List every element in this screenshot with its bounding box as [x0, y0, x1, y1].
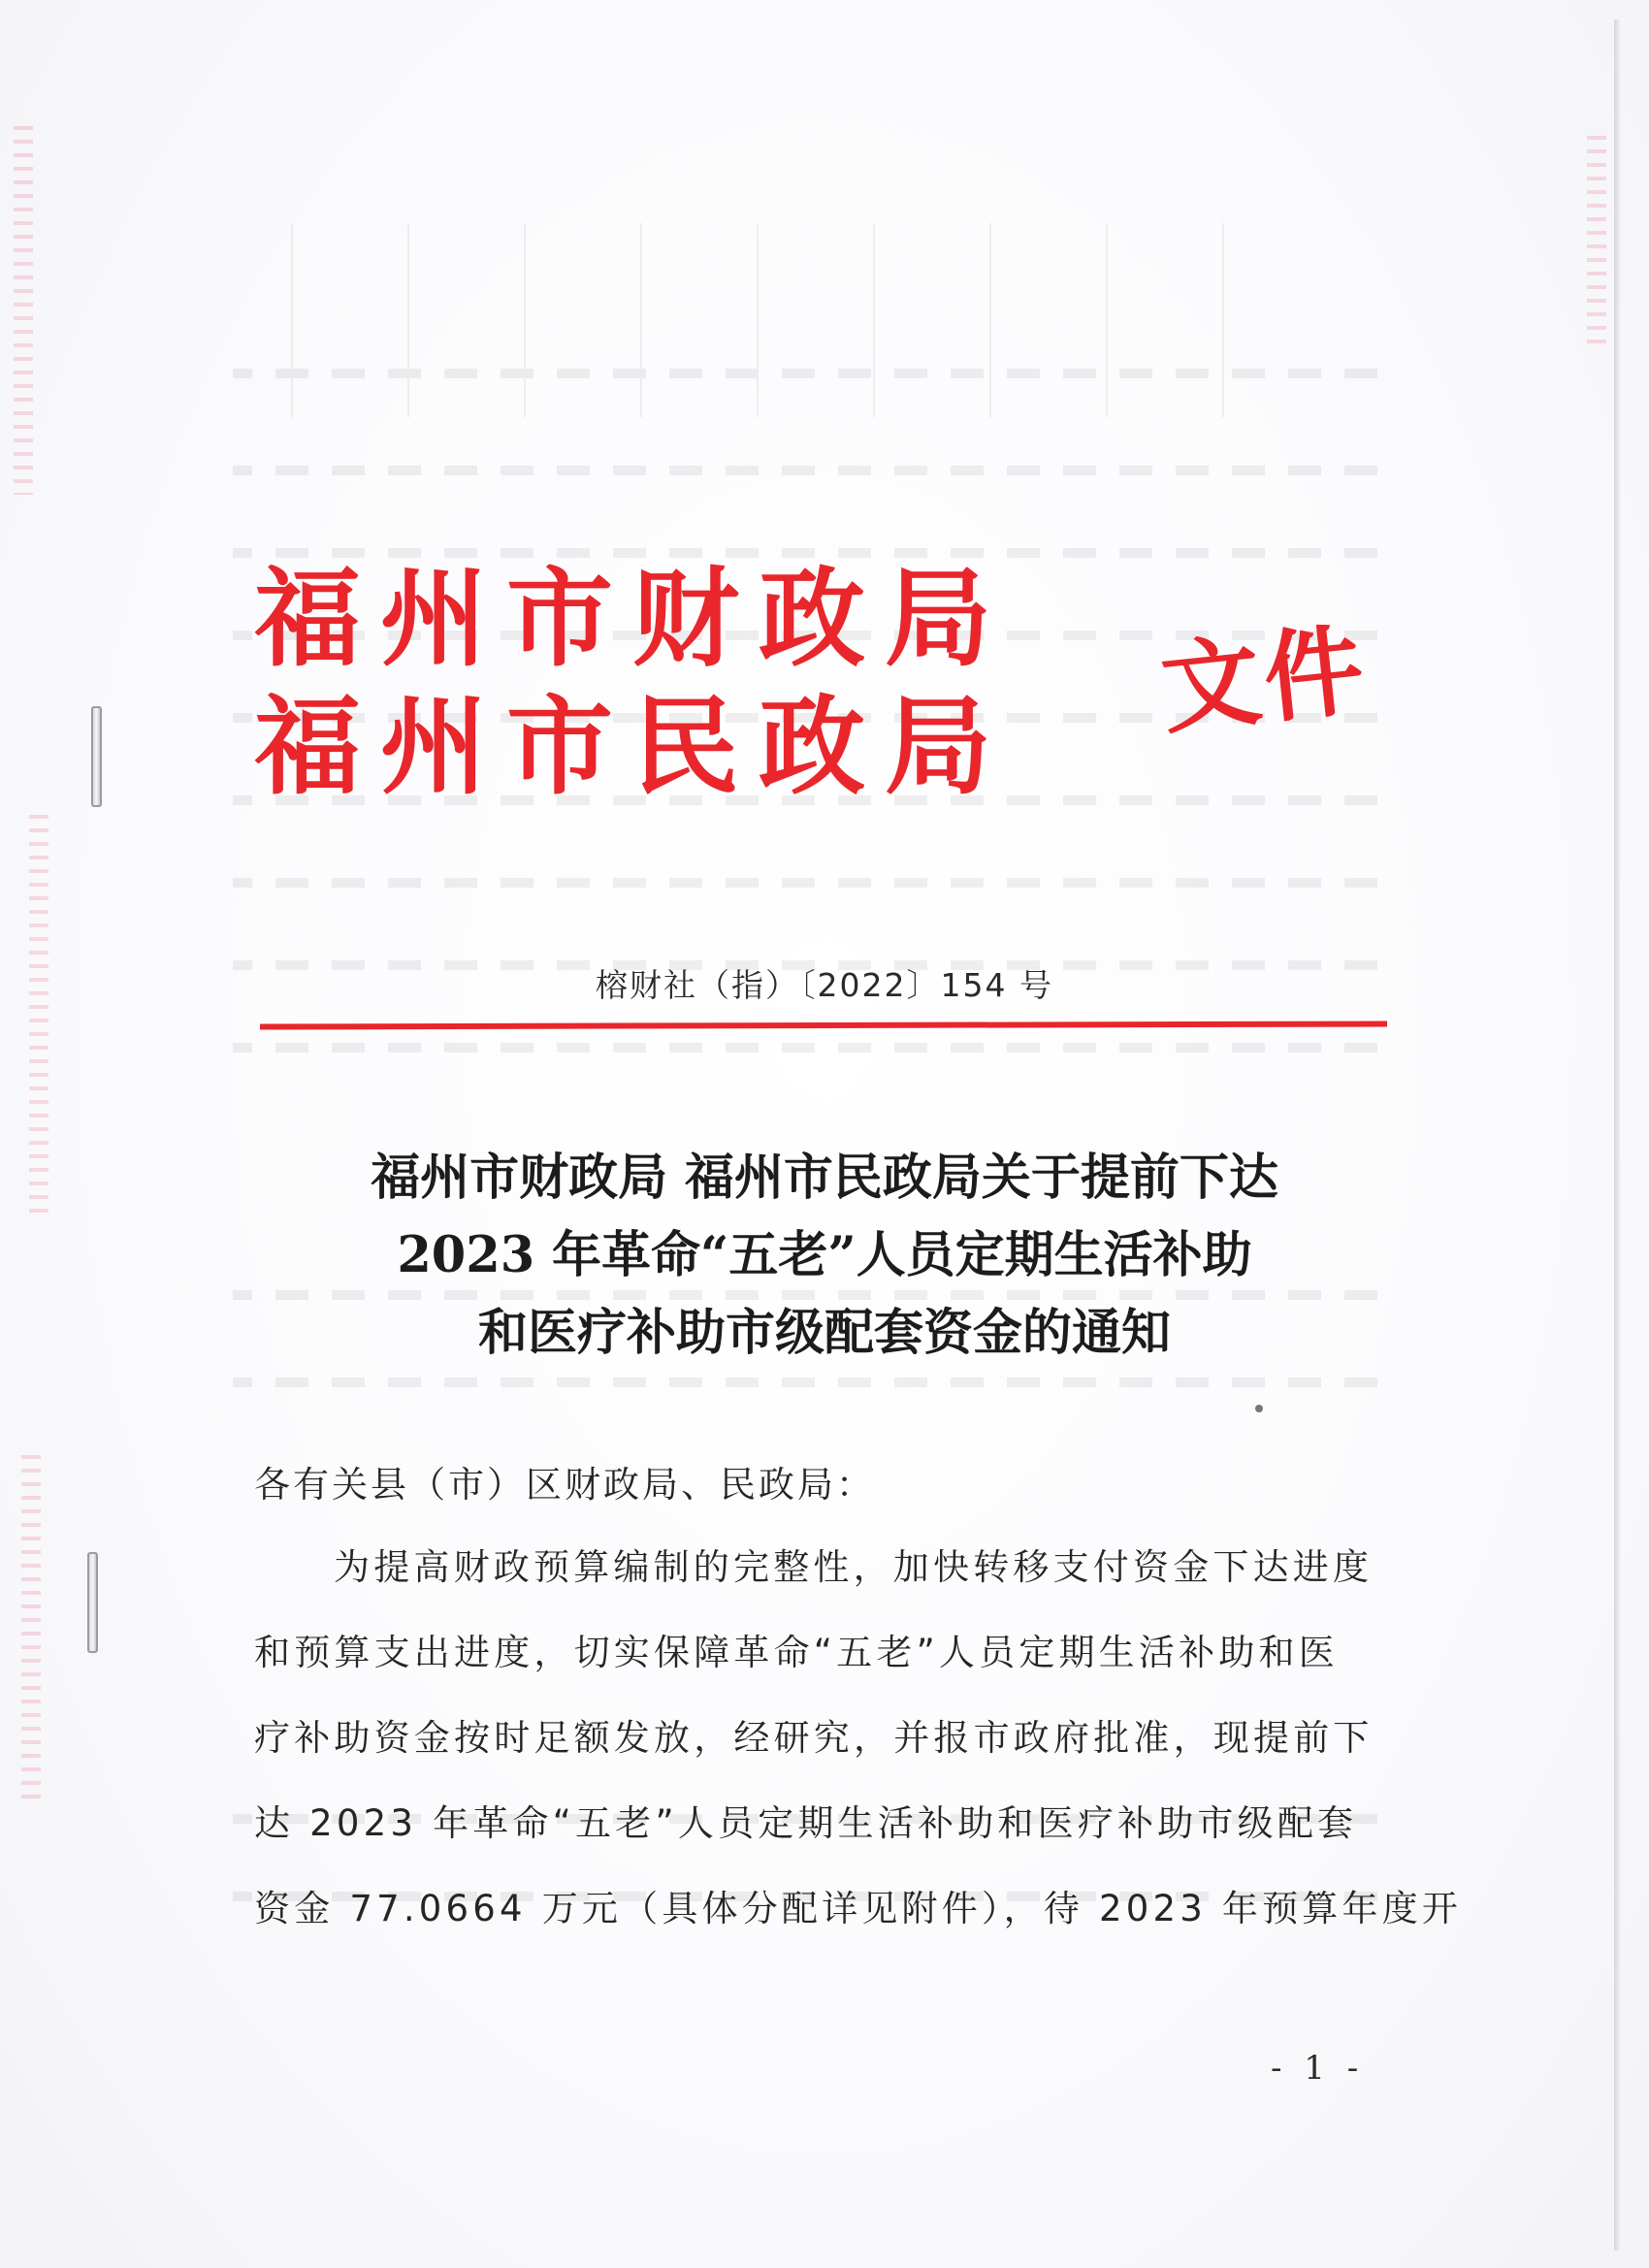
- header-suffix: 文件: [1155, 611, 1374, 749]
- page-number: - 1 -: [1271, 2049, 1365, 2088]
- binding-marks: [29, 815, 48, 1222]
- page-edge-shadow: [1614, 19, 1620, 2251]
- binding-marks: [1587, 136, 1606, 349]
- binding-marks: [21, 1455, 41, 1804]
- binding-marks: [14, 126, 33, 495]
- header-line-finance-bureau: 福州市财政局: [254, 556, 1011, 681]
- issuing-authority-header: [254, 555, 1011, 811]
- body-line: 疗补助资金按时足额发放，经研究，并报市政府批准，现提前下: [254, 1717, 1374, 1759]
- staple-top: [91, 706, 102, 807]
- staple-bottom: [87, 1552, 98, 1653]
- body-paragraph: [254, 1539, 1463, 1965]
- body-line: 达 2023 年革命“五老”人员定期生活补助和医疗补助市级配套: [254, 1802, 1358, 1844]
- document-number: 榕财社（指）〔2022〕154 号: [596, 966, 1053, 1004]
- body-line: 资金 77.0664 万元（具体分配详见附件），待 2023 年预算年度开: [254, 1888, 1463, 1929]
- notice-title-line-1: 福州市财政局 福州市民政局关于提前下达: [371, 1149, 1278, 1207]
- salutation: 各有关县（市）区财政局、民政局：: [254, 1464, 875, 1506]
- notice-title-line-3: 和医疗补助市级配套资金的通知: [477, 1304, 1171, 1362]
- notice-title-line-2: 2023 年革命“五老”人员定期生活补助: [397, 1226, 1252, 1284]
- body-line: 为提高财政预算编制的完整性，加快转移支付资金下达进度: [334, 1546, 1374, 1588]
- header-line-civil-affairs-bureau: 福州市民政局: [254, 684, 1011, 809]
- ink-speck: [1255, 1405, 1263, 1412]
- notice-title: [272, 1139, 1377, 1372]
- body-line: 和预算支出进度，切实保障革命“五老”人员定期生活补助和医: [254, 1632, 1339, 1673]
